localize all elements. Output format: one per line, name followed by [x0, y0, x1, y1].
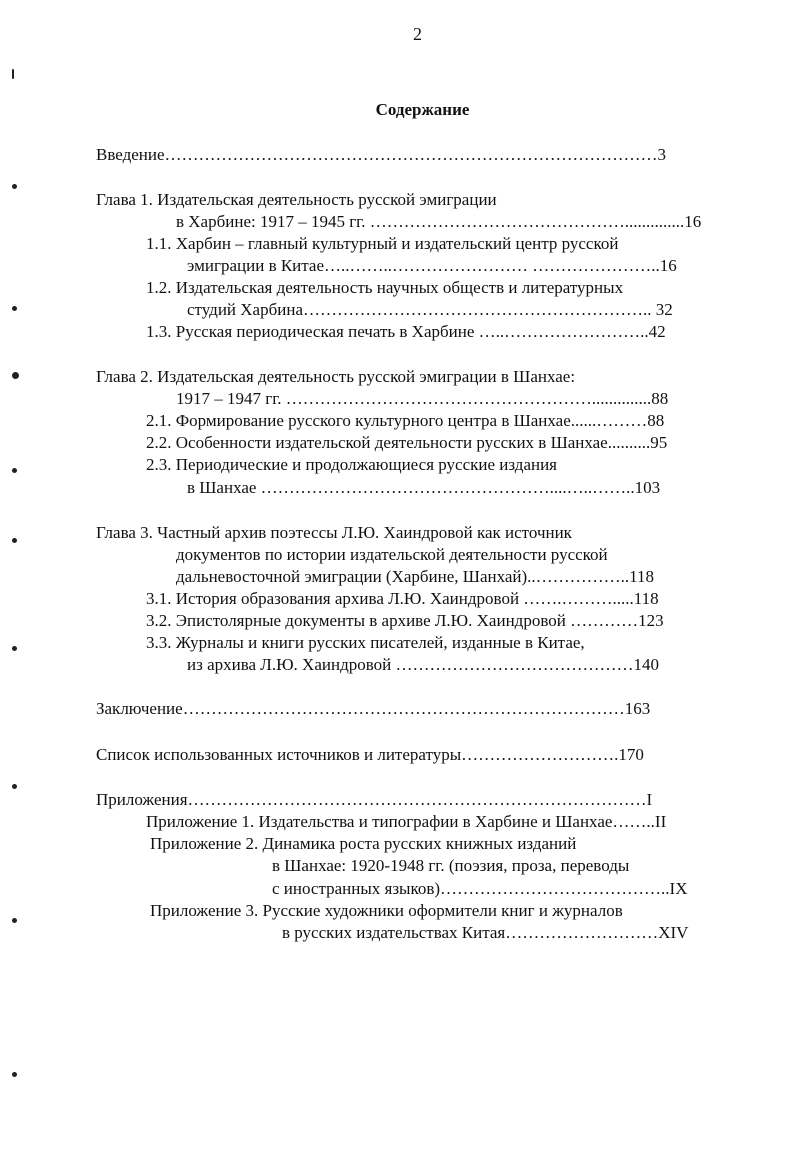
binding-hole-mark [12, 468, 17, 473]
binding-hole-mark [12, 372, 19, 379]
toc-chapter-3-heading-cont-1: документов по истории издательской деятельности русской [176, 545, 608, 564]
binding-hole-mark [12, 646, 17, 651]
toc-section-1-2-cont: студий Харбина…………………………………………………….. 32 [187, 300, 673, 319]
binding-hole-mark [12, 784, 17, 789]
toc-appendix-2-cont-1: в Шанхае: 1920-1948 гг. (поэзия, проза, переводы [272, 856, 630, 875]
toc-entry-bibliography: Список использованных источников и литературы……………………….170 [96, 745, 644, 764]
toc-chapter-3-heading-cont-2: дальневосточной эмиграции (Харбине, Шанхай)..……………..118 [176, 567, 655, 586]
toc-chapter-3-heading: Глава 3. Частный архив поэтессы Л.Ю. Хаиндровой как источник [96, 523, 572, 542]
binding-hole-mark [12, 538, 17, 543]
toc-section-1-1-cont: эмиграции в Китае…..……..…………………… …………………..16 [187, 256, 677, 275]
toc-entry-conclusion: Заключение……………………………………………………………………163 [96, 699, 651, 718]
toc-appendix-3-cont: в русских издательствах Китая………………………XIV [282, 923, 689, 942]
toc-section-1-3: 1.3. Русская периодическая печать в Харбине …..……………………..42 [146, 322, 666, 341]
toc-section-2-2: 2.2. Особенности издательской деятельности русских в Шанхае..........95 [146, 433, 668, 452]
binding-hole-mark [12, 184, 17, 189]
toc-entry-introduction: Введение……………………………………………………………………………3 [96, 145, 667, 164]
toc-section-2-3: 2.3. Периодические и продолжающиеся русские издания [146, 455, 558, 474]
toc-appendix-3: Приложение 3. Русские художники оформители книг и журналов [150, 901, 623, 920]
scan-mark [12, 69, 14, 79]
binding-hole-mark [12, 306, 17, 311]
binding-hole-mark [12, 1072, 17, 1077]
toc-chapter-2-heading-cont: 1917 – 1947 гг. ………………………………………………..............88 [176, 389, 669, 408]
toc-chapter-2-heading: Глава 2. Издательская деятельность русской эмиграции в Шанхае: [96, 367, 576, 386]
toc-section-3-2: 3.2. Эпистолярные документы в архиве Л.Ю. Хаиндровой …………123 [146, 611, 664, 630]
toc-section-3-3: 3.3. Журналы и книги русских писателей, изданные в Китае, [146, 633, 585, 652]
toc-section-2-1: 2.1. Формирование русского культурного центра в Шанхае......………88 [146, 411, 665, 430]
toc-entry-appendices: Приложения………………………………………………………………………I [96, 790, 653, 809]
toc-appendix-2-cont-2: с иностранных языков)…………………………………..IX [272, 879, 688, 898]
toc-chapter-1-heading-cont: в Харбине: 1917 – 1945 гг. ………………………………………..............16 [176, 212, 702, 231]
toc-title: Содержание [375, 100, 470, 119]
binding-hole-mark [12, 918, 17, 923]
toc-section-1-1: 1.1. Харбин – главный культурный и издательский центр русской [146, 234, 619, 253]
toc-appendix-1: Приложение 1. Издательства и типографии в Харбине и Шанхае……..II [146, 812, 667, 831]
toc-section-1-2: 1.2. Издательская деятельность научных обществ и литературных [146, 278, 624, 297]
toc-chapter-1-heading: Глава 1. Издательская деятельность русской эмиграции [96, 190, 497, 209]
page-number: 2 [413, 24, 422, 44]
toc-appendix-2: Приложение 2. Динамика роста русских книжных изданий [150, 834, 577, 853]
toc-section-3-3-cont: из архива Л.Ю. Хаиндровой ……………………………………140 [187, 655, 659, 674]
toc-section-2-3-cont: в Шанхае ……………………………………………....…..……..103 [187, 478, 661, 497]
toc-section-3-1: 3.1. История образования архива Л.Ю. Хаиндровой …….……….....118 [146, 589, 659, 608]
